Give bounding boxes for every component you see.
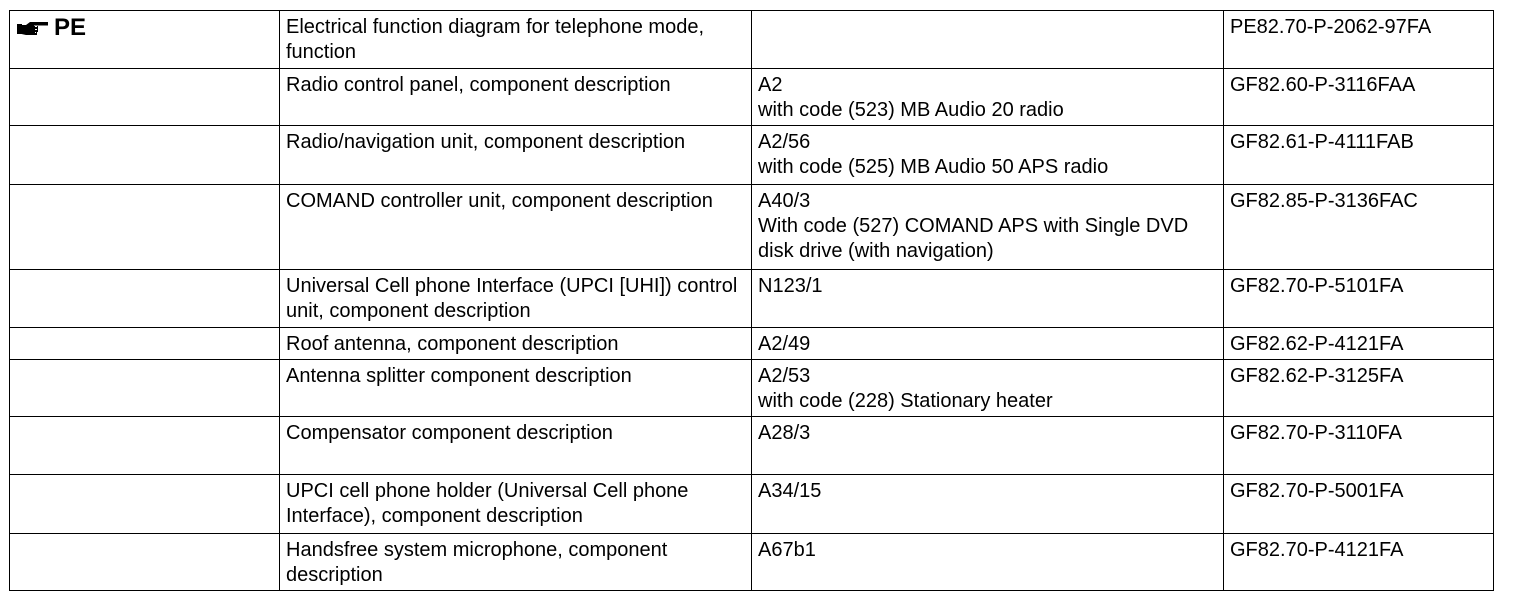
component-cell <box>752 534 1224 591</box>
doc-ref-link[interactable]: GF82.70-P-5101FA <box>1230 275 1404 297</box>
marker-cell <box>10 11 280 69</box>
title-cell <box>280 270 752 328</box>
component-cell <box>752 475 1224 534</box>
table-row <box>10 534 1494 591</box>
table-row <box>10 328 1494 360</box>
doc-ref-cell <box>1224 360 1494 417</box>
row-title: Handsfree system microphone, component description <box>286 539 668 586</box>
component-id: A2/49 <box>758 333 811 355</box>
component-cell <box>752 69 1224 126</box>
pointing-hand-icon <box>16 17 50 39</box>
marker-cell <box>10 185 280 270</box>
title-cell <box>280 11 752 69</box>
table-row <box>10 69 1494 126</box>
row-title: Compensator component description <box>286 422 613 444</box>
row-title: Electrical function diagram for telephone mode, function <box>286 16 705 63</box>
marker-cell <box>10 360 280 417</box>
component-id: A2/56 <box>758 131 811 153</box>
title-cell <box>280 328 752 360</box>
component-cell <box>752 360 1224 417</box>
doc-ref-link[interactable]: GF82.85-P-3136FAC <box>1230 190 1418 212</box>
marker-cell <box>10 534 280 591</box>
doc-ref-cell <box>1224 328 1494 360</box>
doc-ref-link[interactable]: PE82.70-P-2062-97FA <box>1230 16 1432 38</box>
marker-cell <box>10 475 280 534</box>
table-row <box>10 360 1494 417</box>
component-cell <box>752 328 1224 360</box>
component-id: A34/15 <box>758 480 822 502</box>
pe-marker <box>16 15 86 40</box>
row-title: Radio control panel, component description <box>286 74 671 96</box>
table-row <box>10 11 1494 69</box>
component-id: A67b1 <box>758 539 816 561</box>
doc-ref-cell <box>1224 475 1494 534</box>
doc-ref-link[interactable]: GF82.62-P-3125FA <box>1230 365 1404 387</box>
doc-ref-link[interactable]: GF82.70-P-3110FA <box>1230 422 1402 444</box>
title-cell <box>280 126 752 185</box>
doc-ref-cell <box>1224 126 1494 185</box>
doc-ref-link[interactable]: GF82.60-P-3116FAA <box>1230 74 1416 96</box>
title-cell <box>280 185 752 270</box>
title-cell <box>280 417 752 475</box>
table-row <box>10 185 1494 270</box>
row-title: Universal Cell phone Interface (UPCI [UHI]) control unit, component description <box>286 275 738 322</box>
component-note: with code (228) Stationary heater <box>758 390 1053 412</box>
component-note: with code (523) MB Audio 20 radio <box>758 99 1064 121</box>
table-row <box>10 126 1494 185</box>
component-cell <box>752 11 1224 69</box>
component-note: With code (527) COMAND APS with Single DVD disk drive (with navigation) <box>758 215 1189 262</box>
doc-ref-cell <box>1224 417 1494 475</box>
title-cell <box>280 534 752 591</box>
table-row <box>10 475 1494 534</box>
row-title: Roof antenna, component description <box>286 333 619 355</box>
marker-cell <box>10 270 280 328</box>
row-title: COMAND controller unit, component description <box>286 190 713 212</box>
component-id: N123/1 <box>758 275 823 297</box>
doc-ref-link[interactable]: GF82.70-P-5001FA <box>1230 480 1404 502</box>
reference-table <box>9 10 1494 591</box>
doc-ref-cell <box>1224 11 1494 69</box>
table-row <box>10 270 1494 328</box>
component-id: A2/53 <box>758 365 811 387</box>
marker-cell <box>10 417 280 475</box>
component-id: A40/3 <box>758 190 811 212</box>
marker-cell <box>10 328 280 360</box>
row-title: Radio/navigation unit, component description <box>286 131 686 153</box>
doc-ref-link[interactable]: GF82.70-P-4121FA <box>1230 539 1404 561</box>
component-cell <box>752 417 1224 475</box>
marker-label: PE <box>54 14 87 41</box>
row-title: Antenna splitter component description <box>286 365 632 387</box>
row-title: UPCI cell phone holder (Universal Cell phone Interface), component description <box>286 480 689 527</box>
marker-cell <box>10 126 280 185</box>
component-cell <box>752 126 1224 185</box>
doc-ref-cell <box>1224 534 1494 591</box>
marker-cell <box>10 69 280 126</box>
component-id: A28/3 <box>758 422 811 444</box>
title-cell <box>280 475 752 534</box>
doc-ref-cell <box>1224 185 1494 270</box>
table-row <box>10 417 1494 475</box>
component-cell <box>752 270 1224 328</box>
doc-ref-link[interactable]: GF82.62-P-4121FA <box>1230 333 1404 355</box>
title-cell <box>280 360 752 417</box>
doc-ref-link[interactable]: GF82.61-P-4111FAB <box>1230 131 1414 153</box>
title-cell <box>280 69 752 126</box>
doc-ref-cell <box>1224 270 1494 328</box>
component-note: with code (525) MB Audio 50 APS radio <box>758 156 1109 178</box>
component-id: A2 <box>758 74 783 96</box>
component-cell <box>752 185 1224 270</box>
doc-ref-cell <box>1224 69 1494 126</box>
